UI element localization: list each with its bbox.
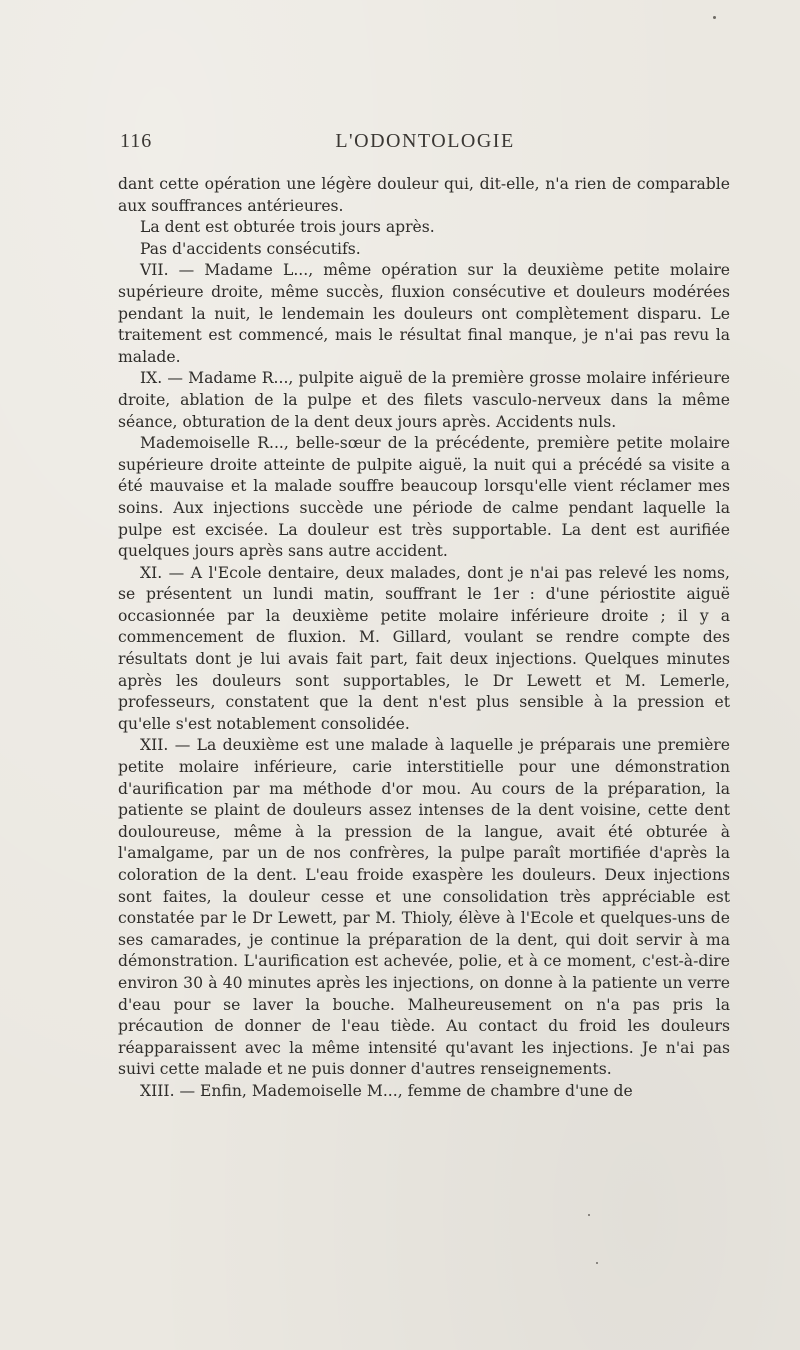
paragraph-continuation: dant cette opération une légère douleur qui, dit-elle, n'a rien de comparable aux souffrances antérieures. — [118, 175, 730, 215]
paragraph-case-xii: XII. — La deuxième est une malade à laquelle je préparais une première petite molaire inférieure, carie interstitielle pour une démonstration d'aurification par ma méthode d'or mou. Au cours de la préparation, la patiente se plaint de douleurs assez intenses de la dent voisine, cette dent douloureuse, même à la pression de la langue, avait été obturée à l'amalgame, par un de nos confrères, la pulpe paraît mortifiée d'après la coloration de la dent. L'eau froide exaspère les douleurs. Deux injections sont faites, la douleur cesse et une consolidation très appréciable est constatée par le Dr Lewett, par M. Thioly, élève à l'Ecole et quelques-uns de ses camarades, je continue la préparation de la dent, qui doit servir à ma démonstration. L'aurification est achevée, polie, et à ce moment, c'est-à-dire environ 30 à 40 minutes après les injections, on donne à la patiente un verre d'eau pour se laver la bouche. Malheureusement on n'a pas pris la précaution de donner de l'eau tiède. Au contact du froid les douleurs réapparaissent avec la même intensité qu'avant les injections. Je n'ai pas suivi cette malade et ne puis donner d'autres renseignements. — [118, 736, 730, 1079]
running-title: L'ODONTOLOGIE — [335, 130, 515, 152]
page-header — [120, 130, 730, 154]
paper-speck — [713, 16, 716, 19]
page-number: 116 — [120, 130, 153, 152]
paper-speck — [596, 1262, 598, 1264]
paper-speck — [588, 1214, 590, 1216]
paragraph-mademoiselle-r: Mademoiselle R..., belle-sœur de la précédente, première petite molaire supérieure droite atteinte de pulpite aiguë, la nuit qui a précédé sa visite a été mauvaise et la malade souffre beaucoup lorsqu'elle vient réclamer mes soins. Aux injections succède une période de calme pendant laquelle la pulpe est excisée. La douleur est très supportable. La dent est aurifiée quelques jours après sans autre accident. — [118, 434, 730, 561]
paragraph-case-xiii: XIII. — Enfin, Mademoiselle M..., femme de chambre d'une de — [140, 1081, 633, 1100]
paragraph-case-ix: IX. — Madame R..., pulpite aiguë de la première grosse molaire inférieure droite, ablation de la pulpe et des filets vasculo-nerveux dans la même séance, obturation de la dent deux jours après. Accidents nuls. — [118, 369, 730, 431]
paragraph-case-vii: VII. — Madame L..., même opération sur la deuxième petite molaire supérieure droite, même succès, fluxion consécutive et douleurs modérées pendant la nuit, le lendemain les douleurs ont complètement disparu. Le traitement est commencé, mais le résultat final manque, je n'ai pas revu la malade. — [118, 261, 730, 366]
paragraph-no-accidents: Pas d'accidents consécutifs. — [140, 239, 361, 258]
paragraph-obturation: La dent est obturée trois jours après. — [140, 218, 435, 237]
paragraph-case-xi: XI. — A l'Ecole dentaire, deux malades, dont je n'ai pas relevé les noms, se présentent un lundi matin, souffrant le 1er : d'une périostite aiguë occasionnée par la deuxième petite molaire inférieure droite ; il y a commencement de fluxion. M. Gillard, voulant se rendre compte des résultats dont je lui avais fait part, fait deux injections. Quelques minutes après les douleurs sont supportables, le Dr Lewett et M. Lemerle, professeurs, constatent que la dent n'est plus sensible à la pression et qu'elle s'est notablement consolidée. — [118, 563, 730, 733]
body-text — [118, 174, 730, 1103]
